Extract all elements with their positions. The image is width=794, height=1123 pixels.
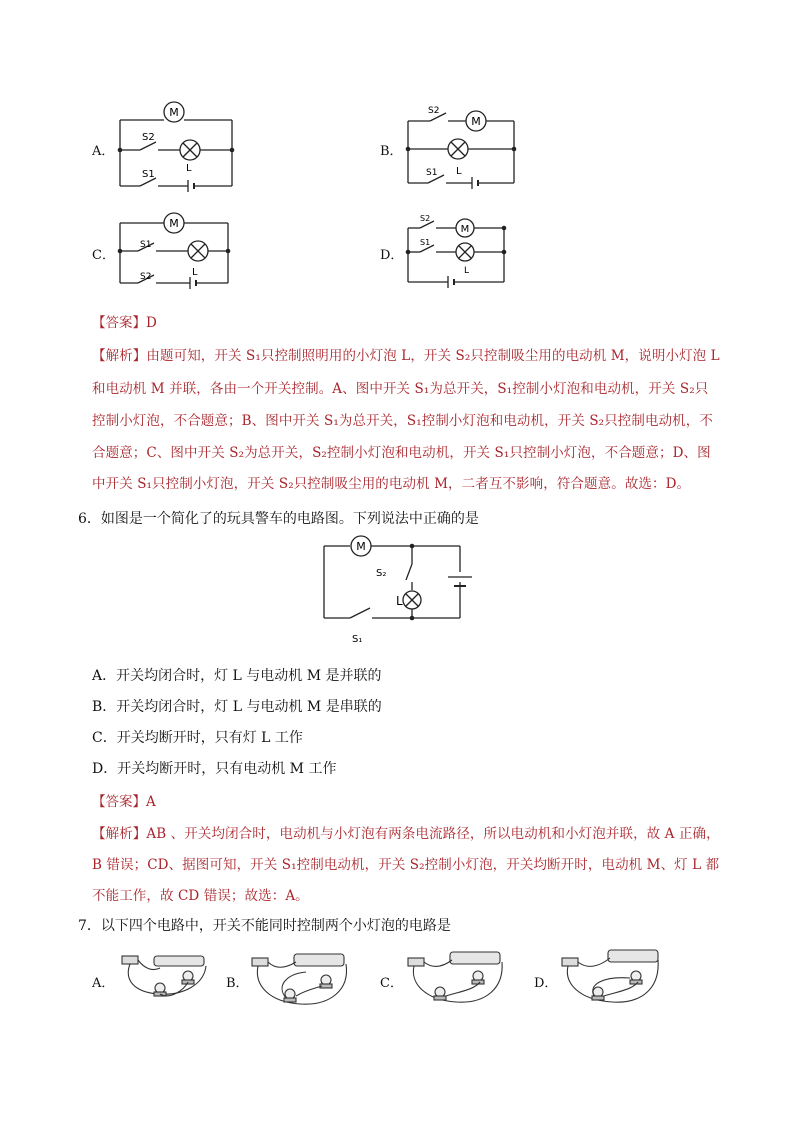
answer-tag: 【答案】	[92, 794, 146, 810]
switch-s2-label: S2	[142, 132, 155, 143]
answer-value: A	[146, 794, 156, 810]
q6-circuit-diagram	[312, 534, 482, 648]
option-b-letter: B．	[380, 144, 403, 159]
switch-s1-label: S₁	[352, 634, 363, 645]
junction-dot	[118, 148, 123, 153]
motor-label: M	[460, 224, 470, 235]
switch-s1-label: S1	[420, 238, 431, 247]
q6-option-b: B．开关均闭合时，灯 L 与电动机 M 是串联的	[92, 699, 382, 715]
answer-tag: 【答案】	[92, 315, 146, 331]
junction-dot	[502, 250, 507, 255]
switch-s2-label: S2	[140, 272, 152, 282]
option-c-letter: C．	[92, 248, 115, 263]
q6-analysis-line-2: B 错误；CD、据图可知，开关 S₁控制电动机，开关 S₂控制小灯泡，开关均断开时，电动机 M、灯 L 都	[92, 857, 720, 873]
junction-dot	[502, 226, 507, 231]
option-a-letter: A．	[92, 144, 115, 159]
q7-option-c-letter: C．	[380, 976, 403, 991]
q7-circuit-photo-b	[246, 950, 356, 1010]
junction-dot	[226, 249, 231, 254]
lamp-label: L	[396, 594, 403, 608]
q6-option-d: D．开关均断开时，只有电动机 M 工作	[92, 761, 337, 777]
junction-dot	[410, 544, 415, 549]
lamp-label: L	[186, 163, 192, 174]
junction-dot	[410, 616, 415, 621]
motor-label: M	[471, 115, 481, 128]
junction-dot	[406, 147, 411, 152]
circuit-diagram-b	[400, 103, 524, 189]
switch-s1-label: S1	[426, 168, 438, 178]
q7-stem: 7．以下四个电路中，开关不能同时控制两个小灯泡的电路是	[78, 918, 451, 934]
junction-dot	[118, 249, 123, 254]
q5-analysis-line-4: 合题意；C、图中开关 S₂为总开关，S₂控制小灯泡和电动机，开关 S₁只控制小灯泡，不合题意；D、图	[92, 445, 711, 461]
analysis-tag: 【解析】	[92, 826, 147, 842]
lamp-label: L	[456, 166, 462, 177]
lamp-label: L	[192, 267, 198, 278]
q6-analysis-line-1: 【解析】AB 、开关均闭合时，电动机与小灯泡有两条电流路径，所以电动机和小灯泡并联，故 A 正确，	[92, 826, 720, 842]
q6-analysis-line-3: 不能工作，故 CD 错误；故选：A。	[92, 888, 309, 904]
q5-analysis-line-2: 和电动机 M 并联，各由一个开关控制。A、图中开关 S₁为总开关，S₁控制小灯泡和电动机，开关 S₂只	[92, 381, 709, 397]
circuit-diagram-d	[400, 210, 512, 290]
q7-circuit-photo-d	[554, 946, 666, 1008]
q5-answer	[92, 311, 157, 331]
motor-label: M	[356, 540, 366, 553]
switch-s2-label: S2	[420, 214, 431, 223]
q5-analysis-line-3: 控制小灯泡，不合题意；B、图中开关 S₁为总开关，S₁控制小灯泡和电动机，开关 S₂只控制电动机，不	[92, 413, 713, 429]
q5-analysis-line-5: 中开关 S₁只控制小灯泡，开关 S₂只控制吸尘用的电动机 M，二者互不影响，符合题意。故选：D。	[92, 476, 691, 492]
lamp-label: L	[464, 266, 470, 276]
switch-s1-label: S1	[140, 240, 152, 250]
q6-option-c: C．开关均断开时，只有灯 L 工作	[92, 730, 303, 746]
q7-option-d-letter: D．	[534, 976, 558, 991]
analysis-tag: 【解析】	[92, 348, 147, 364]
q6-answer	[92, 790, 156, 810]
switch-s1-label: S1	[142, 169, 155, 180]
q5-analysis-line-1: 【解析】由题可知，开关 S₁只控制照明用的小灯泡 L，开关 S₂只控制吸尘用的电动机 M，说明小灯泡 L	[92, 348, 720, 364]
junction-dot	[230, 148, 235, 153]
q7-circuit-photo-a	[114, 950, 214, 1008]
junction-dot	[512, 147, 517, 152]
q7-option-b-letter: B．	[226, 976, 249, 991]
q7-circuit-photo-c	[400, 948, 510, 1008]
q6-stem: 6．如图是一个简化了的玩具警车的电路图。下列说法中正确的是	[78, 511, 479, 527]
option-d-letter: D．	[380, 248, 404, 263]
motor-label: M	[169, 217, 179, 230]
switch-s2-label: S2	[428, 106, 440, 116]
q7-option-a-letter: A．	[92, 976, 115, 991]
junction-dot	[406, 250, 411, 255]
q6-option-a: A．开关均闭合时，灯 L 与电动机 M 是并联的	[92, 668, 382, 684]
answer-value: D	[146, 315, 157, 331]
switch-s2-label: S₂	[376, 568, 387, 579]
motor-label: M	[169, 106, 179, 119]
circuit-diagram-c	[112, 207, 236, 291]
circuit-diagram-a	[112, 98, 242, 194]
